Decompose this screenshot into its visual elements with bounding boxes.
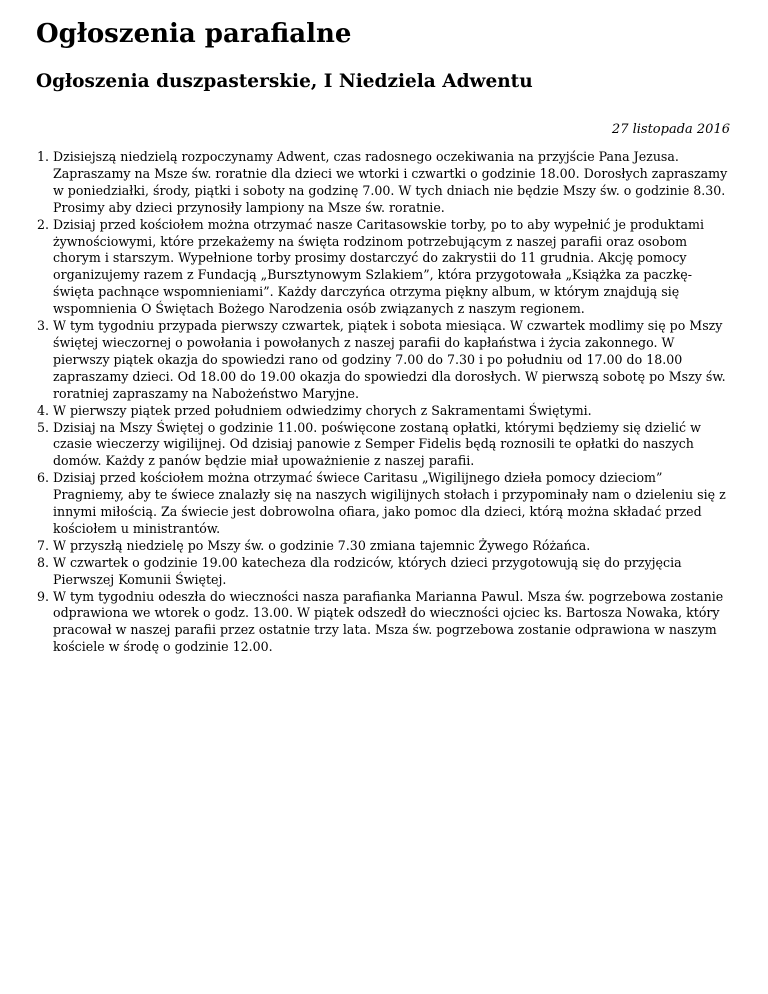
list-item [36, 589, 732, 657]
announcements-list [36, 149, 732, 656]
page-subtitle: Ogłoszenia duszpasterskie, I Niedziela Adwentu [36, 71, 533, 92]
item-number: 1. [36, 149, 49, 164]
item-text: W tym tygodniu odeszła do wieczności nasza parafianka Marianna Pawul. Msza św. pogrzebowa zostanie odprawiona we wtorek o godz. 13.00. W piątek odszedł do wieczności ojciec ks. Bartosza Nowaka, który pracował w naszej parafii przez ostatnie trzy lata. Msza św. pogrzebowa zostanie odprawiona w naszym kościele w środę o godzinie 12.00. [53, 588, 724, 655]
item-number: 3. [36, 318, 49, 334]
item-text: Dzisiaj przed kościołem można otrzymać nasze Caritasowskie torby, po to aby wypełnić je produktami żywnościowymi, które przekażemy na święta rodzinom potrzebującym z naszej parafii oraz osobom chorym i starszym. Wypełnione torby prosimy dostarczyć do zakrystii do 11 grudnia. Akcję pomocy organizujemy razem z Fundacją „Bursztynowym Szlakiem”, która przygotowała „Książka za paczkę-święta pachnące wspomnieniami”. Każdy darczyńca otrzyma piękny album, w którym znajdują się wspomnienia O Świętach Bożego Narodzenia osób związanych z naszym regionem. [53, 216, 704, 317]
list-item [36, 420, 732, 471]
item-number: 4. [36, 402, 49, 418]
item-number: 7. [36, 537, 49, 553]
list-item [36, 470, 732, 538]
list-item [36, 538, 732, 555]
item-text: Dzisiaj na Mszy Świętej o godzinie 11.00. poświęcone zostaną opłatki, którymi będziemy się dzielić w czasie wieczerzy wigilijnej. Od dzisiaj panowie z Semper Fidelis będą roznosili te opłatki do naszych domów. Każdy z panów będzie miał upoważnienie z naszej parafii. [53, 419, 701, 469]
item-text: W czwartek o godzinie 19.00 katecheza dla rodziców, których dzieci przygotowują się do przyjęcia Pierwszej Komunii Świętej. [53, 554, 682, 587]
list-item [36, 149, 732, 217]
publication-date: 27 listopada 2016 [611, 122, 730, 137]
item-number: 2. [36, 216, 49, 232]
item-number: 9. [36, 588, 49, 604]
item-text: Dzisiejszą niedzielą rozpoczynamy Adwent, czas radosnego oczekiwania na przyjście Pana Jezusa. Zapraszamy na Msze św. roratnie dla dzieci we wtorki i czwartki o godzinie 18.00. Dorosłych zapraszamy w poniedziałki, środy, piątki i soboty na godzinę 7.00. W tych dniach nie będzie Mszy św. o godzinie 8.30. Prosimy aby dzieci przynosiły lampiony na Msze św. roratnie. [53, 149, 728, 215]
item-text: W tym tygodniu przypada pierwszy czwartek, piątek i sobota miesiąca. W czwartek modlimy się po Mszy świętej wieczornej o powołania i powołanych z naszej parafii do kapłaństwa i życia zakonnego. W pierwszy piątek okazja do spowiedzi rano od godziny 7.00 do 7.30 i po południu od 17.00 do 18.00 zapraszamy dzieci. Od 18.00 do 19.00 okazja do spowiedzi dla dorosłych. W pierwszą sobotę po Mszy św. roratniej zapraszamy na Nabożeństwo Maryjne. [53, 318, 726, 401]
item-number: 8. [36, 554, 49, 570]
item-number: 6. [36, 470, 49, 486]
page-title: Ogłoszenia parafialne [36, 19, 352, 49]
list-item [36, 217, 732, 318]
item-text: W pierwszy piątek przed południem odwiedzimy chorych z Sakramentami Świętymi. [53, 402, 592, 418]
document-page [36, 0, 732, 656]
item-number: 5. [36, 419, 49, 435]
list-item [36, 555, 732, 589]
list-item [36, 403, 732, 420]
item-text: W przyszłą niedzielę po Mszy św. o godzinie 7.30 zmiana tajemnic Żywego Różańca. [53, 537, 591, 553]
item-text: Dzisiaj przed kościołem można otrzymać świece Caritasu „Wigilijnego dzieła pomocy dzieciom” Pragniemy, aby te świece znalazły się na naszych wigilijnych stołach i przypominały nam o dzieleniu się z innymi miłością. Za świecie jest dobrowolna ofiara, jako pomoc dla dzieci, którą można składać przed kościołem u ministrantów. [53, 470, 726, 536]
list-item [36, 318, 732, 403]
